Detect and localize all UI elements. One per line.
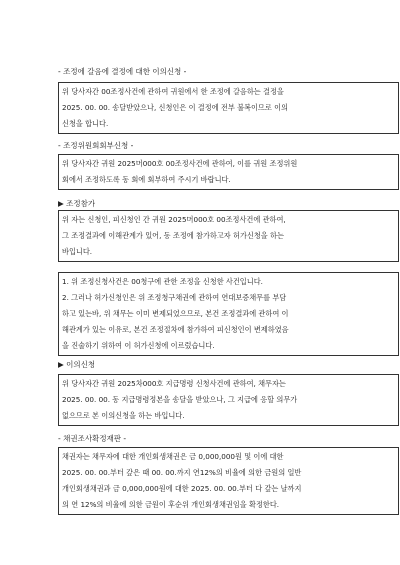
box-line: 2. 그러나 허가신청인은 위 조정청구채권에 관하여 연대보증채무를 부담 bbox=[62, 293, 287, 302]
section-heading-mediation-participation: ▶ 조정참가 bbox=[58, 199, 96, 208]
box-line: 위 자는 신청인, 피신청인 간 귀원 2025머000호 00조정사건에 관하여, bbox=[62, 215, 286, 224]
box-line: 신청을 합니다. bbox=[62, 119, 109, 128]
box-line: 하고 있는바, 위 채무는 이미 변제되었으므로, 본건 조정결과에 관하여 이 bbox=[62, 309, 289, 318]
section-heading-claim-determination: - 채권조사확정재판 - bbox=[58, 434, 127, 443]
box-line: 개인회생채권과 금 0,000,000원에 대한 2025. 00. 00.부터 다 갚는 날까지 bbox=[62, 484, 302, 493]
box-line: 위 당사자간 00조정사건에 관하여 귀원에서 한 조정에 갈음하는 결정을 bbox=[62, 87, 284, 96]
box-line: 그 조정결과에 이해관계가 있어, 동 조정에 참가하고자 허가신청을 하는 bbox=[62, 231, 284, 240]
section-box-committee-referral bbox=[58, 154, 399, 190]
box-line: 을 진술하기 위하여 이 허가신청에 이르렀습니다. bbox=[62, 341, 215, 350]
section-box-decision-objection bbox=[58, 82, 399, 134]
box-line: 1. 위 조정신청사건은 00청구에 관한 조정을 신청한 사건입니다. bbox=[62, 277, 263, 286]
section-box-mediation-participation bbox=[58, 210, 399, 262]
section-box-participation-reasons bbox=[58, 272, 399, 356]
box-line: 2025. 00. 00. 송달받았으나, 신청인은 이 결정에 전부 불복이므로 이의 bbox=[62, 103, 288, 112]
box-line: 채권자는 채무자에 대한 개인회생채권은 금 0,000,000원 및 이에 대한 bbox=[62, 452, 284, 461]
box-line: 의 연 12%의 비율에 의한 금원이 후순위 개인회생채권임을 확정한다. bbox=[62, 500, 280, 509]
box-line: 위 당사자간 귀원 2025머000호 00조정사건에 관하여, 이를 귀원 조정위원 bbox=[62, 159, 298, 168]
box-line: 바입니다. bbox=[62, 247, 93, 256]
box-line: 2025. 00. 00. 동 지급명령정본을 송달을 받았으나, 그 지급에 응할 의무가 bbox=[62, 395, 298, 404]
box-line: 위 당사자간 귀원 2025차000호 지급명령 신청사건에 관하여, 채무자는 bbox=[62, 379, 286, 388]
section-heading-decision-objection: - 조정에 갈음에 결정에 대한 이의신청 - bbox=[58, 67, 187, 76]
box-line: 2025. 00. 00.부터 갚은 때 00. 00.까지 연12%의 비율에 의한 금원의 일반 bbox=[62, 468, 302, 477]
box-line: 회에서 조정하도록 동 회에 회부하여 주시기 바랍니다. bbox=[62, 175, 231, 184]
box-line: 없으므로 본 이의신청을 하는 바입니다. bbox=[62, 411, 185, 420]
section-heading-committee-referral: - 조정위원회회부신청 - bbox=[58, 141, 134, 150]
section-box-payment-order-objection bbox=[58, 374, 399, 426]
section-box-claim-determination bbox=[58, 447, 399, 515]
box-line: 해관계가 있는 이유로, 본건 조정절차에 참가하여 피신청인이 변제하였음 bbox=[62, 325, 289, 334]
section-heading-payment-order-objection: ▶ 이의신청 bbox=[58, 360, 96, 369]
